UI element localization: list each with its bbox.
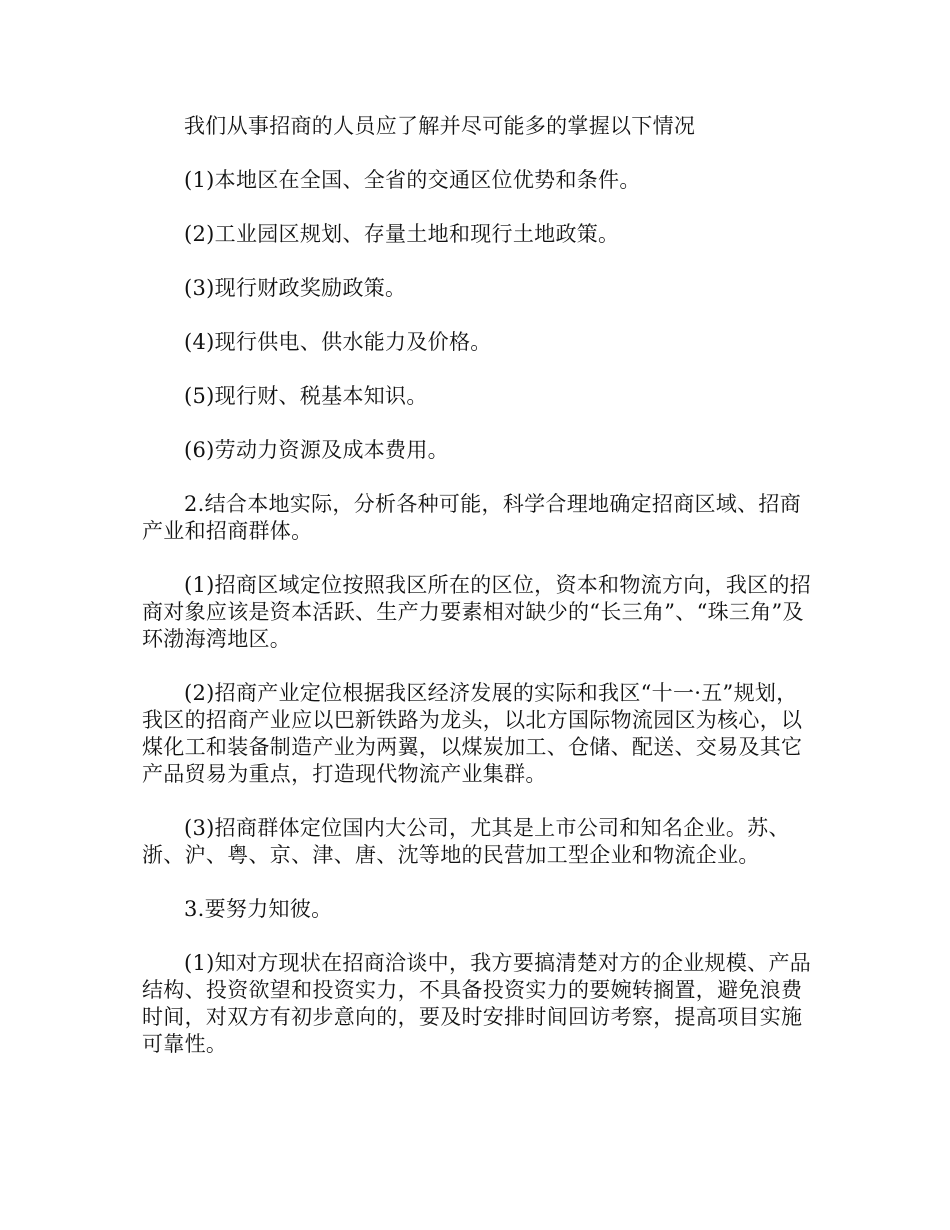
item-4-power-water-paragraph: (4)现行供电、供水能力及价格。 [184,330,492,354]
item-6-labor-paragraph: (6)劳动力资源及成本费用。 [184,438,449,462]
document-body [142,113,812,1085]
item-1-transport-paragraph: (1)本地区在全国、全省的交通区位优势和条件。 [184,168,641,192]
item-3-finance-paragraph: (3)现行财政奖励政策。 [184,276,407,300]
group-positioning-paragraph: (3)招商群体定位国内大公司，尤其是上市公司和知名企业。苏、浙、沪、粤、京、津、唐、沈等地的民营加工型企业和物流企业。 [142,816,790,867]
section-2-heading-paragraph: 2.结合本地实际，分析各种可能，科学合理地确定招商区域、招商产业和招商群体。 [142,492,802,543]
section-3-heading-paragraph: 3.要努力知彼。 [184,897,333,921]
region-positioning-paragraph: (1)招商区域定位按照我区所在的区位，资本和物流方向，我区的招商对象应该是资本活跃、生产力要素相对缺少的“长三角”、“珠三角”及环渤海湾地区。 [142,573,812,651]
item-2-land-paragraph: (2)工业园区规划、存量土地和现行土地政策。 [184,222,620,246]
item-5-tax-paragraph: (5)现行财、税基本知识。 [184,384,428,408]
know-counterpart-paragraph: (1)知对方现状在招商洽谈中，我方要搞清楚对方的企业规模、产品结构、投资欲望和投资实力，不具备投资实力的要婉转搁置，避免浪费时间，对双方有初步意向的，要及时安排时间回访考察，提高项目实施可靠性。 [142,951,812,1056]
intro-paragraph: 我们从事招商的人员应了解并尽可能多的掌握以下情况 [184,114,696,138]
industry-positioning-paragraph: (2)招商产业定位根据我区经济发展的实际和我区“十一·五”规划，我区的招商产业应以巴新铁路为龙头，以北方国际物流园区为核心，以煤化工和装备制造产业为两翼，以煤炭加工、仓储、配送、交易及其它产品贸易为重点，打造现代物流产业集群。 [142,681,803,786]
